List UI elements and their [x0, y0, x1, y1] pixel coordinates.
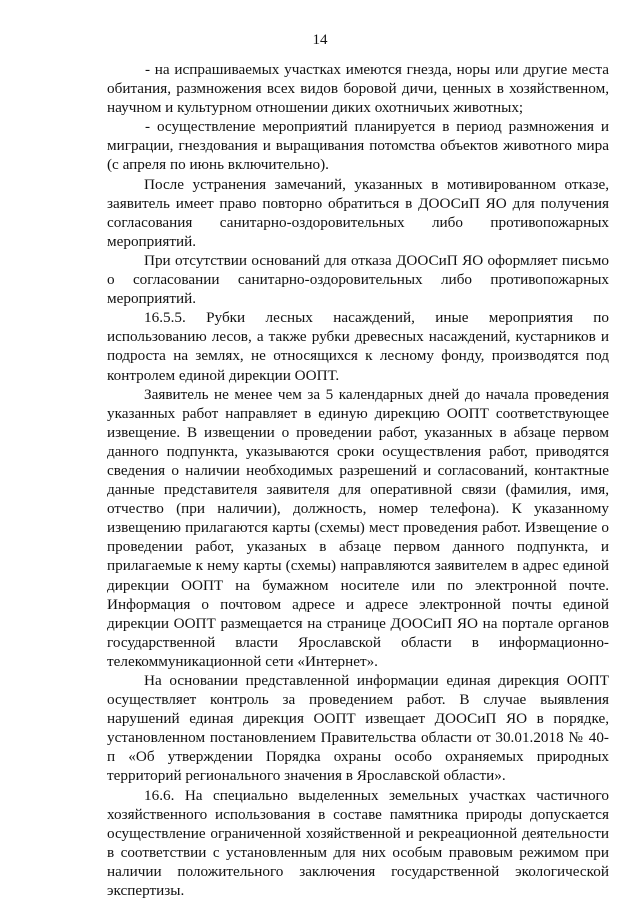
paragraph-control: На основании представленной информации единая дирекция ООПТ осуществляет контроль за проведением работ. В случае выявления нарушений единая дирекция ООПТ извещает ДООСиП ЯО в порядке, установленном постановлением Правительства области от 30.01.2018 № 40-п «Об утверждении Порядка охраны особо охраняемых природных территорий регионального значения в Ярославской области». [107, 672, 609, 785]
paragraph-approval-letter: При отсутствии оснований для отказа ДООСиП ЯО оформляет письмо о согласовании санитарно-оздоровительных либо противопожарных мероприятий. [107, 251, 609, 308]
paragraph-notification: Заявитель не менее чем за 5 календарных дней до начала проведения указанных работ направляет в единую дирекцию ООПТ соответствующее извещение. В извещении о проведении работ, указанных в абзаце первом данного подпункта, указываются сроки осуществления работ, приводятся сведения о наличии необходимых разрешений и согласований, контактные данные представителя заявителя для оперативной связи (фамилия, имя, отчество (при наличии), должность, номер телефона). К указанному извещению прилагаются карты (схемы) мест проведения работ. Извещение о проведении работ, указаных в абзаце первом данного подпункта, и прилагаемые к нему карты (схемы) направляются заявителем в адрес единой дирекции ООПТ на бумажном носителе или по электронной почте. Информация о почтовом адресе и адресе электронной почты единой дирекции ООПТ размещается на странице ДООСиП ЯО на портале органов государственной власти Ярославской области в информационно-телекоммуникационной сети «Интернет». [107, 385, 609, 670]
page-number: 14 [312, 32, 328, 48]
paragraph-16-5-5: 16.5.5. Рубки лесных насаждений, иные мероприятия по использованию лесов, а также рубки древесных насаждений, кустарников и подроста на землях, не относящихся к лесному фонду, производятся под контролем единой дирекции ООПТ. [107, 309, 609, 384]
paragraph-16-6: 16.6. На специально выделенных земельных участках частичного хозяйственного использования в составе памятника природы допускается осуществление ограниченной хозяйственной и рекреационной деятельности в соответствии с установленным для них особым правовым режимом при наличии положительного заключения государственной экологической экспертизы. [107, 786, 609, 900]
paragraph-bullet-breeding: - осуществление мероприятий планируется в период размножения и миграции, гнездования и выращивания потомства объектов животного мира (с апреля по июнь включительно). [107, 118, 609, 174]
document-body [107, 60, 609, 900]
paragraph-resubmission: После устранения замечаний, указанных в мотивированном отказе, заявитель имеет право повторно обратиться в ДООСиП ЯО для получения согласования санитарно-оздоровительных либо противопожарных мероприятий. [107, 175, 609, 250]
paragraph-bullet-nests: - на испрашиваемых участках имеются гнезда, норы или другие места обитания, размножения всех видов боровой дичи, ценных в хозяйственном, научном и культурном отношении диких охотничьих животных; [107, 61, 609, 117]
